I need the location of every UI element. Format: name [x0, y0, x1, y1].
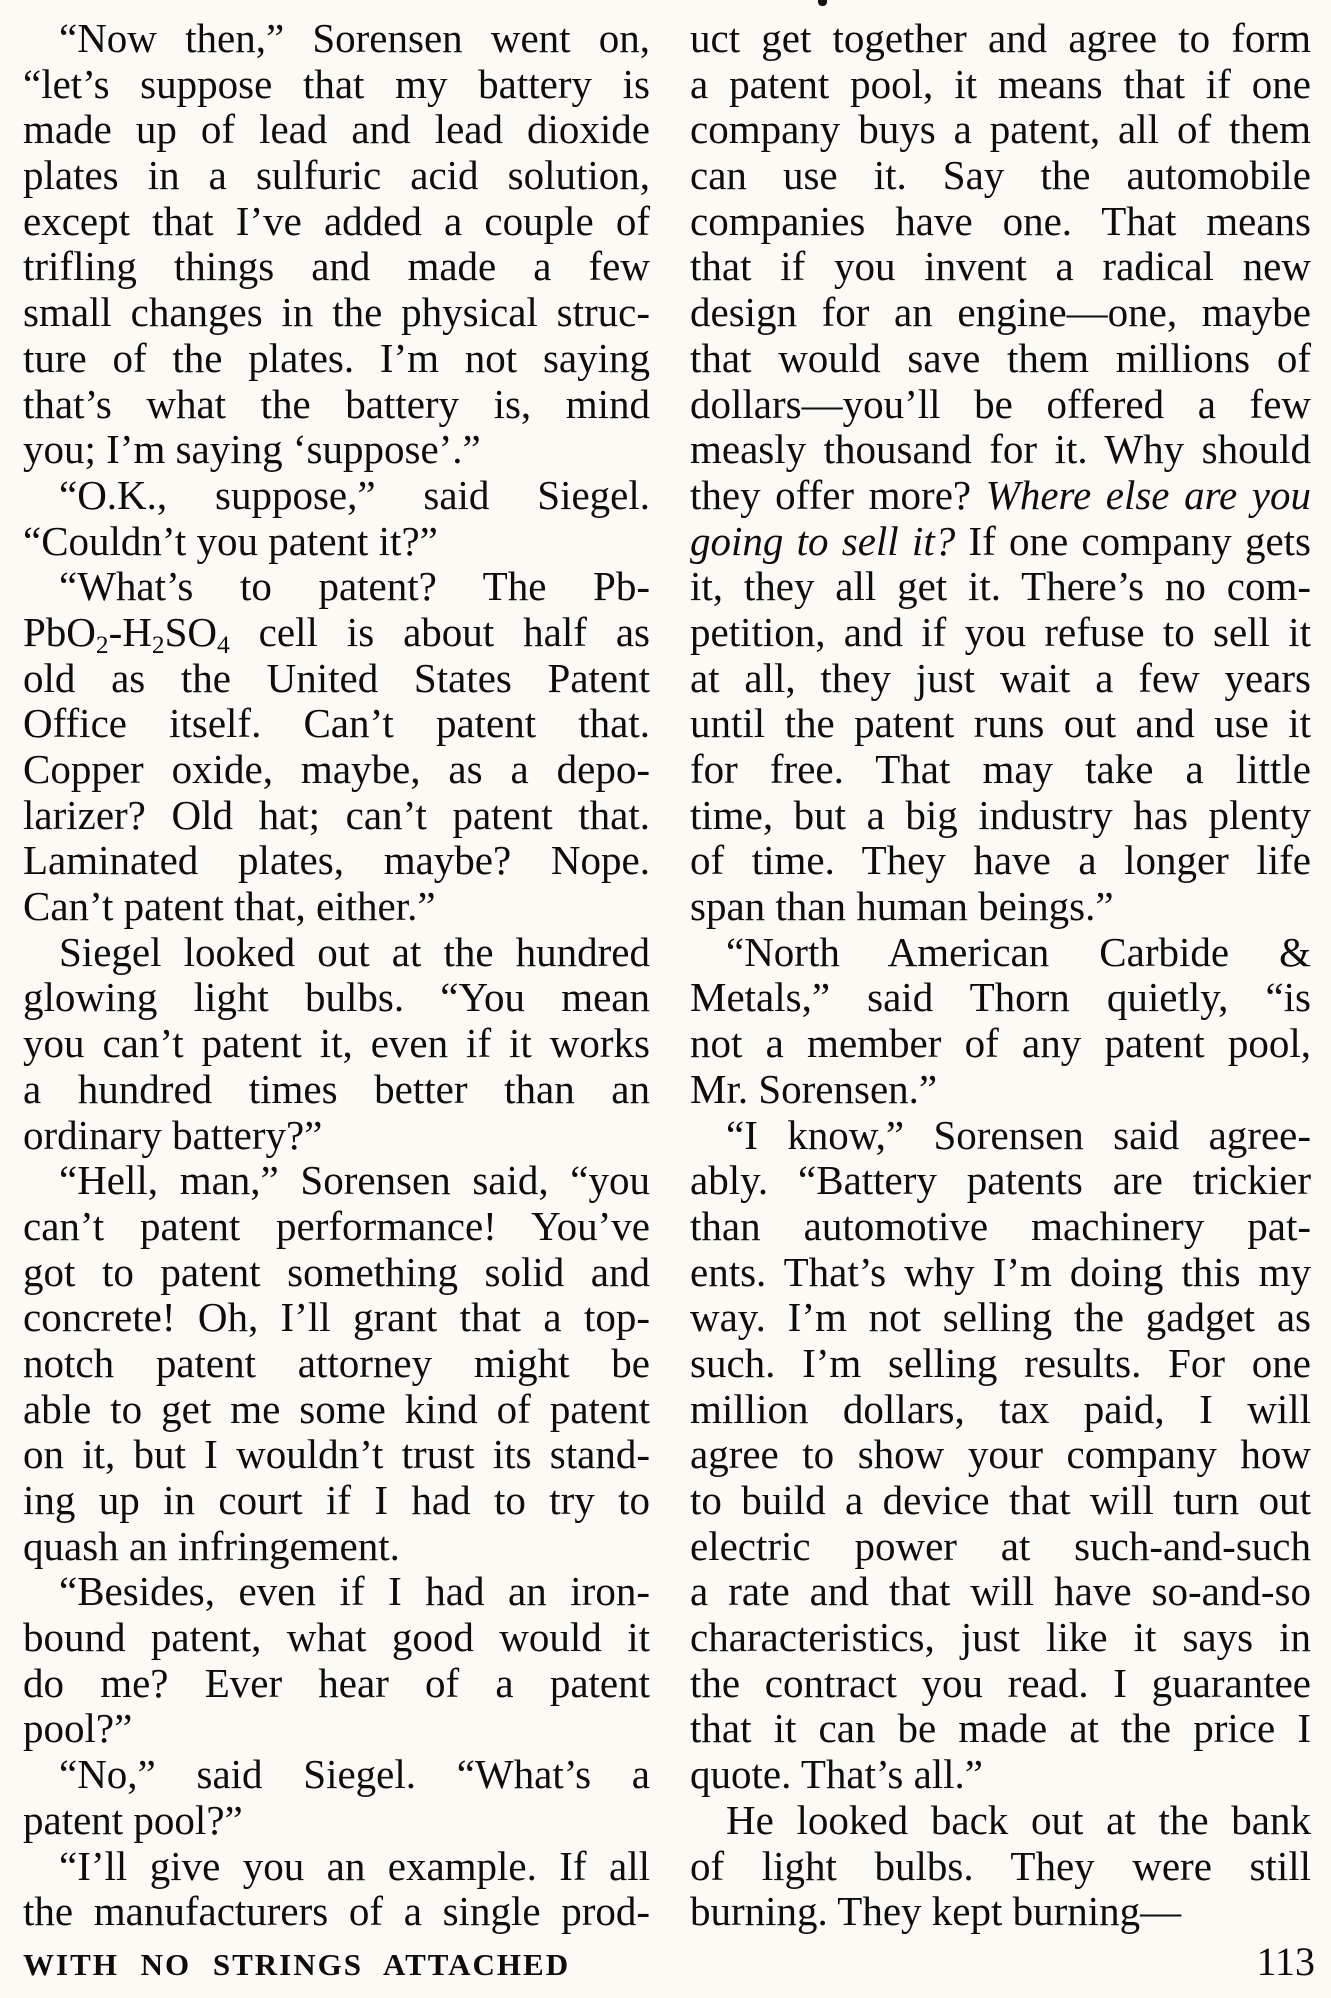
text-line: concrete! Oh, I’ll grant that a top-	[23, 1294, 650, 1341]
text-line: patent pool?”	[23, 1796, 243, 1843]
text-line: a patent pool, it means that if one	[690, 60, 1311, 107]
text-line: of light bulbs. They were still	[690, 1842, 1311, 1889]
text-line: Laminated plates, maybe? Nope.	[23, 837, 650, 884]
text-line: than automotive machinery pat-	[690, 1202, 1311, 1249]
text-line: quote. That’s all.”	[690, 1751, 984, 1798]
footer-title: WITH NO STRINGS ATTACHED	[23, 1947, 571, 1982]
text-line: “Couldn’t you patent it?”	[23, 517, 438, 564]
text-line: they offer more? Where else are you	[690, 471, 1312, 518]
text-line: bound patent, what good would it	[23, 1614, 650, 1661]
text-line: “Now then,” Sorensen went on,	[59, 15, 650, 61]
text-line: pool?”	[23, 1705, 133, 1752]
text-line: that would save them millions of	[690, 334, 1311, 381]
text-line: the contract you read. I guarantee	[690, 1659, 1311, 1706]
text-line: “No,” said Siegel. “What’s a	[59, 1751, 650, 1798]
text-line: can’t patent performance! You’ve	[23, 1202, 650, 1249]
text-line: ordinary battery?”	[23, 1111, 323, 1158]
text-line: can use it. Say the automobile	[690, 152, 1311, 199]
page-number: 113	[1256, 1939, 1315, 1984]
text-column-right	[690, 16, 1311, 1935]
text-line: Siegel looked out at the hundred	[59, 928, 650, 975]
text-line: Can’t patent that, either.”	[23, 883, 436, 930]
text-line: trifling things and made a few	[23, 243, 650, 290]
scan-artifact	[818, 0, 827, 6]
text-line: petition, and if you refuse to sell it	[690, 608, 1311, 655]
text-line: Office itself. Can’t patent that.	[23, 700, 650, 747]
text-line: “What’s to patent? The Pb-	[59, 563, 650, 610]
text-line: “I know,” Sorensen said agree-	[726, 1111, 1311, 1158]
text-line: do me? Ever hear of a patent	[23, 1659, 650, 1706]
text-line: of time. They have a longer life	[690, 837, 1311, 884]
text-line: uct get together and agree to form	[690, 15, 1311, 61]
text-column-left	[23, 16, 650, 1935]
text-line: characteristics, just like it says in	[690, 1614, 1311, 1661]
text-line: small changes in the physical struc-	[23, 289, 650, 336]
text-line: ture of the plates. I’m not saying	[23, 334, 650, 381]
text-line: except that I’ve added a couple of	[23, 197, 650, 244]
text-line: to build a device that will turn out	[690, 1477, 1311, 1523]
text-line: larizer? Old hat; can’t patent that.	[23, 791, 650, 838]
text-line: way. I’m not selling the gadget as	[690, 1294, 1311, 1341]
text-line: until the patent runs out and use it	[690, 700, 1311, 747]
text-line: “I’ll give you an example. If all	[59, 1842, 650, 1889]
text-line: not a member of any patent pool,	[690, 1020, 1311, 1067]
text-line: a hundred times better than an	[23, 1065, 650, 1112]
text-line: electric power at such-and-such	[690, 1522, 1311, 1569]
text-line: that it can be made at the price I	[690, 1705, 1311, 1752]
text-line: a rate and that will have so-and-so	[690, 1568, 1311, 1615]
running-footer	[23, 1938, 1315, 1985]
text-line: the manufacturers of a single prod-	[23, 1888, 650, 1935]
text-line: it, they all get it. There’s no com-	[690, 563, 1311, 610]
text-line: you; I’m saying ‘suppose’.”	[23, 426, 481, 473]
text-line: notch patent attorney might be	[23, 1339, 650, 1386]
text-line: at all, they just wait a few years	[690, 654, 1311, 701]
text-line: ably. “Battery patents are trickier	[690, 1157, 1311, 1204]
text-line: “Besides, even if I had an iron-	[59, 1568, 650, 1615]
text-line: Metals,” said Thorn quietly, “is	[690, 974, 1311, 1021]
text-line: got to patent something solid and	[23, 1248, 650, 1295]
text-line: Copper oxide, maybe, as a depo-	[23, 746, 650, 792]
text-line: $PbO_2-H_2SO_4$ cell is about half as	[23, 608, 650, 660]
text-line: burning. They kept burning—	[690, 1888, 1182, 1935]
text-line: for free. That may take a little	[690, 746, 1311, 792]
text-line: time, but a big industry has plenty	[690, 791, 1311, 838]
text-line: Mr. Sorensen.”	[690, 1065, 938, 1112]
text-line: you can’t patent it, even if it works	[23, 1020, 650, 1067]
text-line: old as the United States Patent	[23, 654, 650, 701]
text-line: He looked back out at the bank	[726, 1796, 1311, 1843]
text-line: “let’s suppose that my battery is	[23, 60, 650, 107]
text-line: “Hell, man,” Sorensen said, “you	[59, 1157, 650, 1204]
text-line: on it, but I wouldn’t trust its stand-	[23, 1431, 650, 1478]
text-line: made up of lead and lead dioxide	[23, 106, 650, 153]
text-line: design for an engine—one, maybe	[690, 289, 1311, 336]
text-line: “O.K., suppose,” said Siegel.	[59, 471, 650, 518]
text-line: plates in a sulfuric acid solution,	[23, 152, 650, 199]
text-line: able to get me some kind of patent	[23, 1385, 650, 1432]
text-line: glowing light bulbs. “You mean	[23, 974, 650, 1021]
text-line: that if you invent a radical new	[690, 243, 1311, 290]
text-line: ents. That’s why I’m doing this my	[690, 1248, 1311, 1295]
text-line: span than human beings.”	[690, 883, 1114, 930]
text-line: agree to show your company how	[690, 1431, 1311, 1478]
text-line: company buys a patent, all of them	[690, 106, 1311, 153]
text-line: that’s what the battery is, mind	[23, 380, 650, 427]
text-line: such. I’m selling results. For one	[690, 1339, 1311, 1386]
text-line: “North American Carbide &	[726, 928, 1311, 975]
text-line: million dollars, tax paid, I will	[690, 1385, 1311, 1432]
text-line: ing up in court if I had to try to	[23, 1477, 650, 1523]
text-line: dollars—you’ll be offered a few	[690, 380, 1311, 427]
text-line: going to sell it? If one company gets	[690, 517, 1312, 564]
text-line: quash an infringement.	[23, 1522, 400, 1569]
text-line: measly thousand for it. Why should	[690, 426, 1311, 473]
text-line: companies have one. That means	[690, 197, 1311, 244]
